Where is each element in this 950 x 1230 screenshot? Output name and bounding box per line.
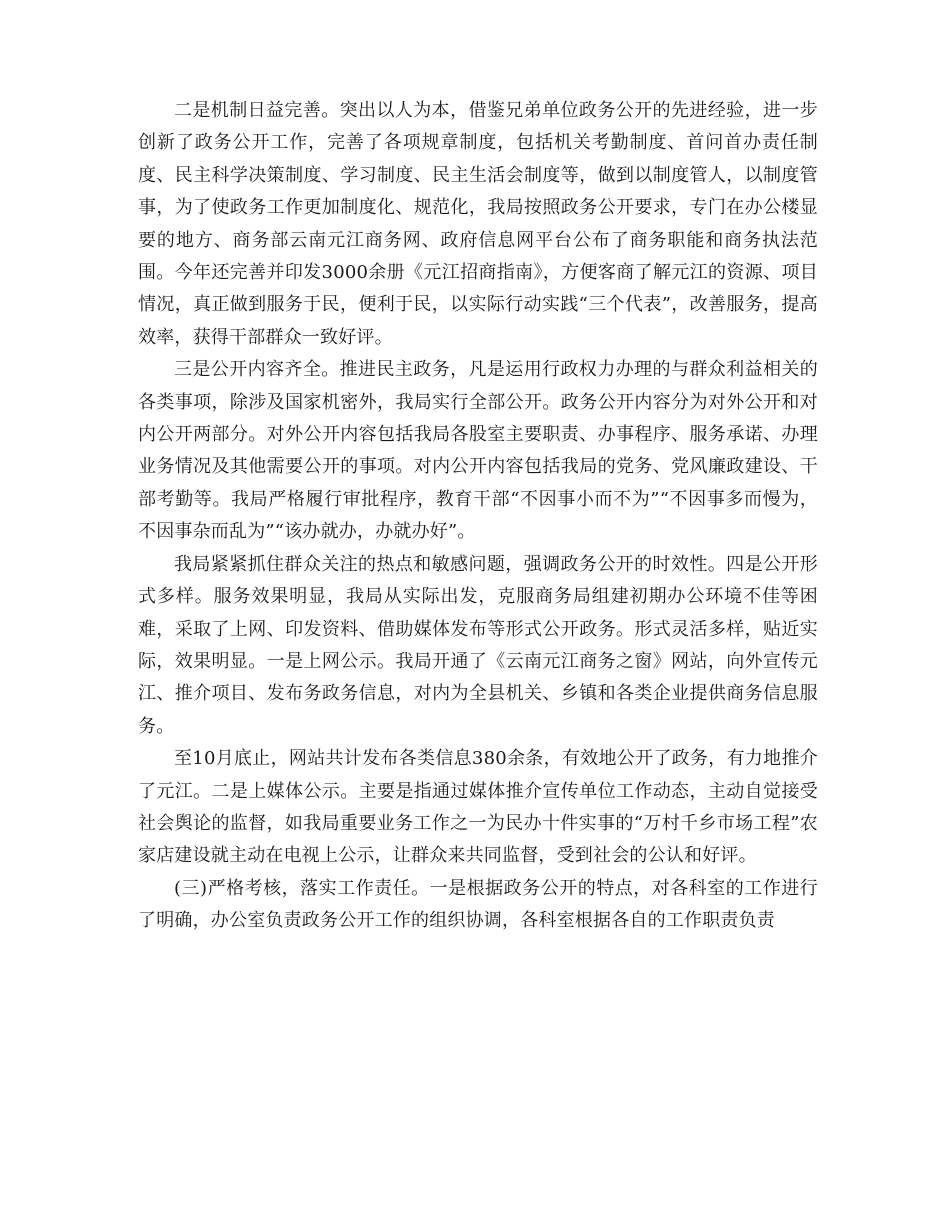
paragraph-content-disclosure: 三是公开内容齐全。推进民主政务，凡是运用行政权力办理的与群众利益相关的各类事项，除涉及国家机密外，我局实行全部公开。政务公开内容分为对外公开和对内公开两部分。对外公开内容包括我局各股室主要职责、办事程序、服务承诺、办理业务情况及其他需要公开的事项。对内公开内容包括我局的党务、党风廉政建设、干部考勤等。我局严格履行审批程序，教育干部“不因事小而不为”“不因事多而慢为，不因事杂而乱为”“该办就办，办就办好”。	[138, 359, 818, 543]
paragraph-disclosure-forms: 我局紧紧抓住群众关注的热点和敏感问题，强调政务公开的时效性。四是公开形式多样。服务效果明显，我局从实际出发，克服商务局组建初期办公环境不佳等困难，采取了上网、印发资料、借助媒体发布等形式公开政务。形式灵活多样，贴近实际，效果明显。一是上网公示。我局开通了《云南元江商务之窗》网站，向外宣传元江、推介项目、发布务政务信息，对内为全县机关、乡镇和各类企业提供商务信息服务。	[138, 553, 818, 737]
paragraph-assessment: (三)严格考核，落实工作责任。一是根据政务公开的特点，对各科室的工作进行了明确，办公室负责政务公开工作的组织协调，各科室根据各自的工作职责负责	[138, 877, 818, 932]
paragraph-mechanism: 二是机制日益完善。突出以人为本，借鉴兄弟单位政务公开的先进经验，进一步创新了政务公开工作，完善了各项规章制度，包括机关考勤制度、首问首办责任制度、民主科学决策制度、学习制度、民主生活会制度等，做到以制度管人，以制度管事，为了使政务工作更加制度化、规范化，我局按照政务公开要求，专门在办公楼显要的地方、商务部云南元江商务网、政府信息网平台公布了商务职能和商务执法范围。今年还完善并印发3000余册《元江招商指南》，方便客商了解元江的资源、项目情况，真正做到服务于民，便利于民，以实际行动实践“三个代表”，改善服务，提高效率，获得干部群众一致好评。	[138, 100, 818, 348]
document-body	[138, 95, 818, 938]
paragraph-website-stats: 至10月底止，网站共计发布各类信息380余条，有效地公开了政务，有力地推介了元江。二是上媒体公示。主要是指通过媒体推介宣传单位工作动态，主动自觉接受社会舆论的监督，如我局重要业务工作之一为民办十件实事的“万村千乡市场工程”农家店建设就主动在电视上公示，让群众来共同监督，受到社会的公认和好评。	[138, 748, 818, 867]
